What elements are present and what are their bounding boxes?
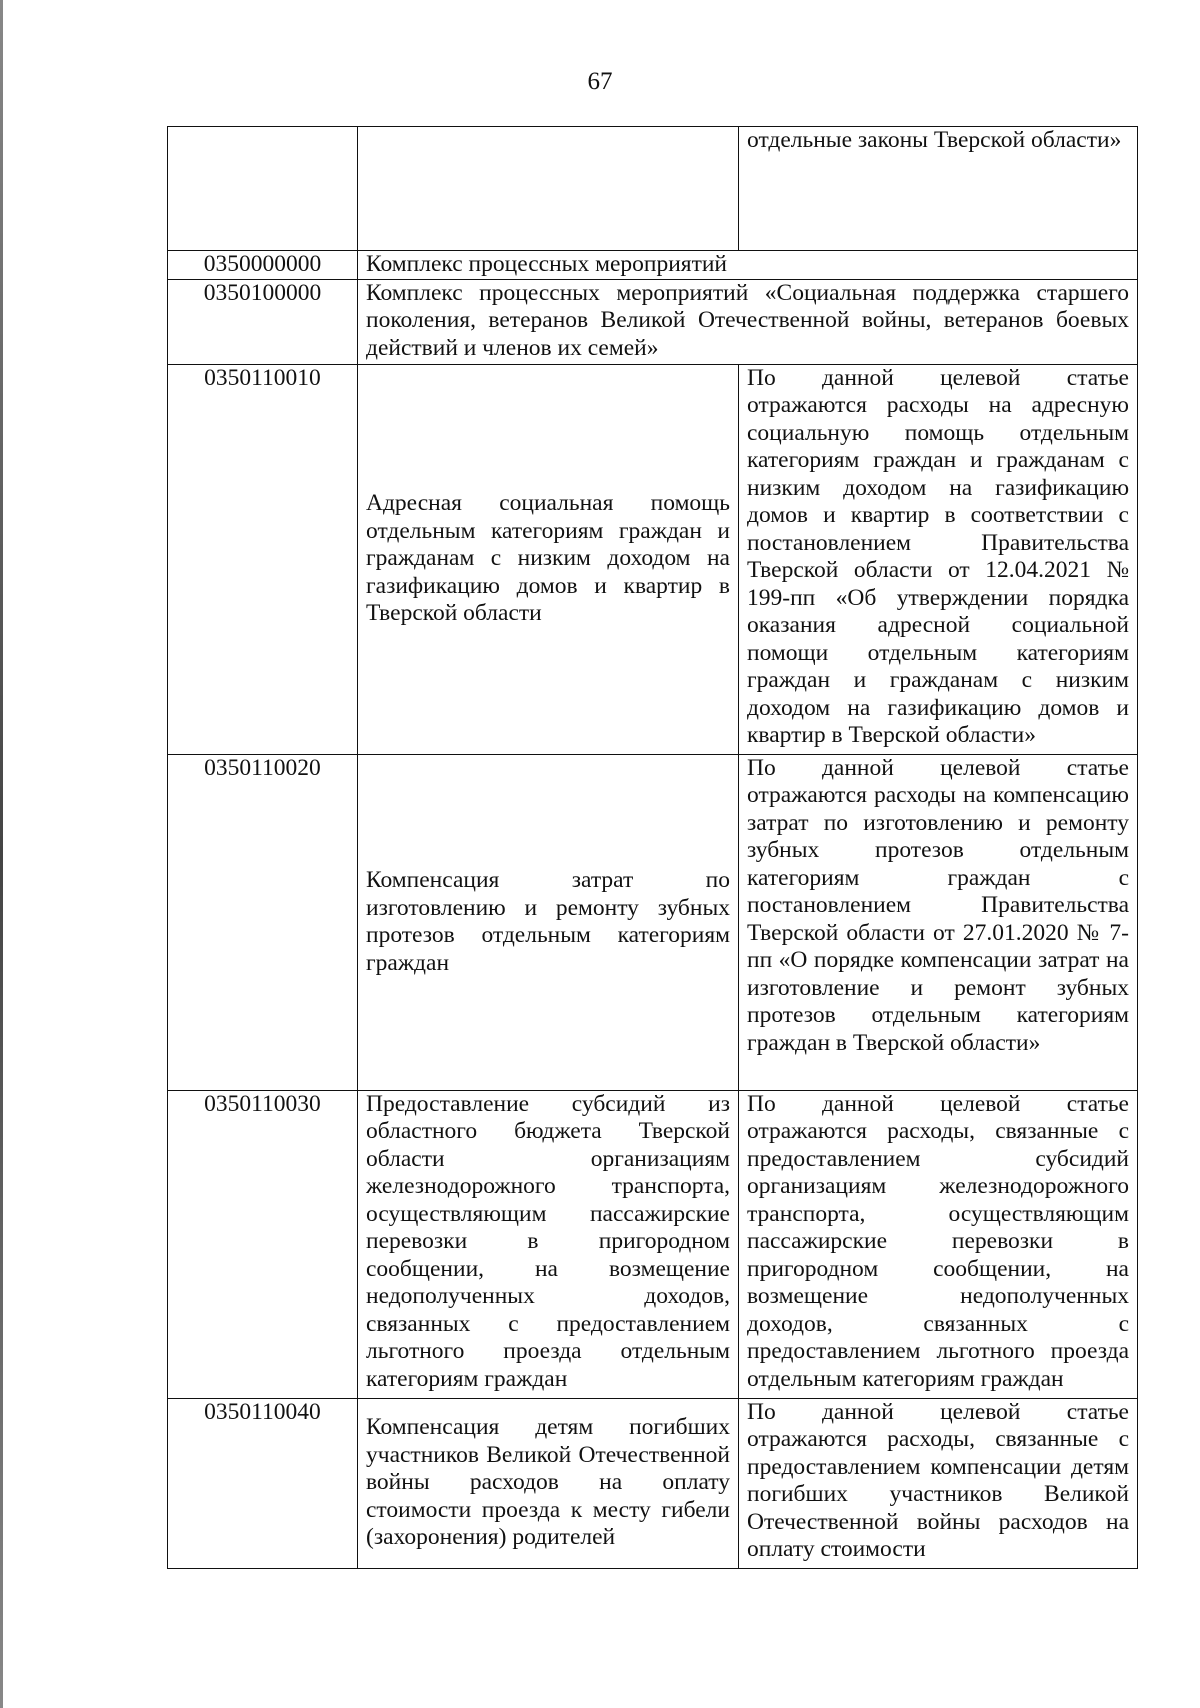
description-cell: По данной целевой статье отражаются расходы на адресную социальную помощь отдельным категориям граждан и гражданам с низким доходом на газификацию домов и квартир в соответствии с постановлением Правительства Тверской области от 12.04.2021 № 199-пп «Об утверждении порядка оказания адресной социальной помощи отдельным категориям граждан и гражданам с низким доходом на газификацию домов и квартир в Тверской области»	[739, 364, 1138, 754]
name-cell	[358, 127, 739, 251]
description-cell: По данной целевой статье отражаются расходы, связанные с предоставлением субсидий организациям железнодорожного транспорта, осуществляющим пассажирские перевозки в пригородном сообщении, на возмещение недополученных доходов, связанных с предоставлением льготного проезда отдельным категориям граждан	[739, 1090, 1138, 1398]
table-row	[168, 127, 1138, 251]
code-cell: 0350100000	[168, 279, 358, 364]
code-cell: 0350110020	[168, 754, 358, 1090]
description-cell: отдельные законы Тверской области»	[739, 127, 1138, 251]
table-row	[168, 1090, 1138, 1398]
table-row	[168, 754, 1138, 1090]
table-row	[168, 279, 1138, 364]
name-cell: Предоставление субсидий из областного бюджета Тверской области организациям железнодорожного транспорта, осуществляющим пассажирские перевозки в пригородном сообщении, на возмещение недополученных доходов, связанных с предоставлением льготного проезда отдельным категориям граждан	[358, 1090, 739, 1398]
name-cell: Компенсация затрат по изготовлению и ремонту зубных протезов отдельным категориям граждан	[358, 754, 739, 1090]
section-title-cell: Комплекс процессных мероприятий «Социальная поддержка старшего поколения, ветеранов Великой Отечественной войны, ветеранов боевых действий и членов их семей»	[358, 279, 1138, 364]
code-cell: 0350000000	[168, 251, 358, 280]
section-title-cell: Комплекс процессных мероприятий	[358, 251, 1138, 280]
description-cell: По данной целевой статье отражаются расходы, связанные с предоставлением компенсации детям погибших участников Великой Отечественной войны расходов на оплату стоимости	[739, 1398, 1138, 1568]
table-row	[168, 364, 1138, 754]
scan-edge-shadow	[0, 0, 3, 1708]
table-row	[168, 251, 1138, 280]
page-number: 67	[587, 68, 613, 95]
name-cell: Адресная социальная помощь отдельным категориям граждан и гражданам с низким доходом на газификацию домов и квартир в Тверской области	[358, 364, 739, 754]
description-cell: По данной целевой статье отражаются расходы на компенсацию затрат по изготовлению и ремонту зубных протезов отдельным категориям граждан с постановлением Правительства Тверской области от 27.01.2020 № 7-пп «О порядке компенсации затрат на изготовление и ремонт зубных протезов отдельным категориям граждан в Тверской области»	[739, 754, 1138, 1090]
name-cell: Компенсация детям погибших участников Великой Отечественной войны расходов на оплату стоимости проезда к месту гибели (захоронения) родителей	[358, 1398, 739, 1568]
code-cell: 0350110030	[168, 1090, 358, 1398]
code-cell	[168, 127, 358, 251]
code-cell: 0350110040	[168, 1398, 358, 1568]
table-row	[168, 1398, 1138, 1568]
budget-classification-table	[167, 126, 1138, 1569]
code-cell: 0350110010	[168, 364, 358, 754]
